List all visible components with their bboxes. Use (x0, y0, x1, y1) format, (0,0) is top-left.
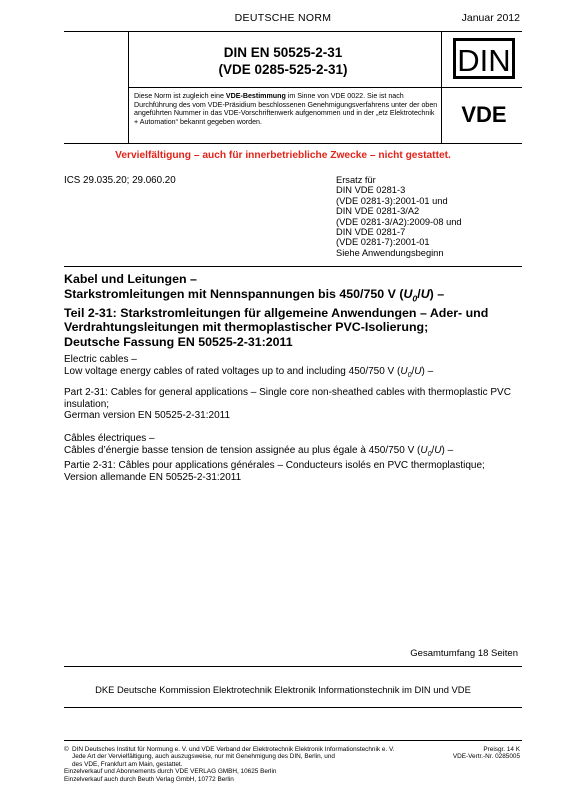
replaces-line: (VDE 0281-3/A2):2009-08 und (336, 216, 462, 227)
title-fr-line3: Partie 2-31: Câbles pour applications générales – Conducteurs isolés en PVC thermoplastique; (64, 460, 485, 472)
din-logo (452, 36, 516, 82)
replaces-block (336, 175, 462, 258)
voltage-u0-letter: U (403, 286, 413, 301)
vde-logo (452, 103, 516, 125)
copyright-symbol: © (64, 746, 69, 753)
title-english (64, 354, 524, 422)
footer-copyright (64, 746, 414, 783)
vde-notice-bold: VDE-Bestimmung (225, 92, 286, 100)
voltage-u0-sub: 0 (412, 293, 418, 304)
voltage-slash: / (431, 444, 435, 456)
pages-rule (64, 666, 522, 667)
title-en-line2-post: ) – (421, 365, 434, 377)
voltage-u0 (420, 445, 431, 456)
voltage-u0 (403, 286, 418, 304)
replaces-line: DIN VDE 0281-7 (336, 227, 406, 238)
vde-notice-pre: Diese Norm ist zugleich eine (134, 92, 226, 100)
din-logo-text: DIN (457, 43, 511, 78)
title-fr-line4: Version allemande EN 50525-2-31:2011 (64, 471, 242, 483)
title-fr-line2-pre: Câbles d’énergie basse tension de tension assignée au plus égale à 450/750 V ( (64, 444, 421, 456)
title-de-line2 (64, 287, 524, 306)
voltage-u: U (420, 286, 430, 301)
title-de-line1: Kabel und Leitungen – (64, 272, 197, 286)
dke-line: DKE Deutsche Kommission Elektrotechnik Elektronik Informationstechnik im DIN und VDE (95, 684, 471, 695)
voltage-u: U (414, 365, 422, 377)
title-en-line4: German version EN 50525-2-31:2011 (64, 410, 231, 422)
replaces-line: (VDE 0281-3):2001-01 und (336, 195, 448, 206)
price-group: Preisgr. 14 K (483, 746, 520, 753)
vde-number: (VDE 0285-525-2-31) (218, 62, 348, 77)
copyright-line (64, 753, 414, 760)
voltage-u: U (434, 444, 442, 456)
norm-type: DEUTSCHE NORM (234, 12, 332, 24)
title-en-line2-pre: Low voltage energy cables of rated voltages up to and including 450/750 V ( (64, 365, 401, 377)
vde-notice-post: im Sinne von VDE 0022. Sie ist nach Durchführung des vom VDE-Präsidium beschlossenen Genehmigungsverfahrens unter der oben angeführten Nummer in das VDE-Vorschriftenwerk aufgenommen und in der „etz Elektrotechnik + Automation“ bekannt gegeben worden. (134, 92, 438, 126)
title-fr-line2 (64, 445, 524, 461)
voltage-u0-sub: 0 (427, 450, 432, 458)
title-de-line4: Deutsche Fassung EN 50525-2-31:2011 (64, 334, 293, 349)
voltage-u0 (400, 366, 411, 377)
voltage-slash: / (411, 365, 415, 377)
copyright-line (64, 761, 414, 768)
vde-sales-number: VDE-Vertr.-Nr. 0285005 (452, 753, 520, 761)
standard-number: DIN EN 50525-2-31 (223, 45, 343, 60)
issue-date: Januar 2012 (461, 12, 520, 24)
ics-code: ICS 29.035.20; 29.060.20 (64, 175, 176, 186)
title-german (64, 272, 524, 349)
din-logo-graphic (452, 36, 516, 82)
header-box-bottom-rule (64, 143, 522, 144)
replaces-line: DIN VDE 0281-3 (336, 185, 406, 196)
vde-logo-text: VDE (461, 103, 507, 125)
title-fr-line1: Câbles électriques – (64, 433, 155, 444)
title-fr-line2-post: ) – (441, 444, 454, 456)
copyright-line (64, 746, 414, 753)
title-en-line1: Electric cables – (64, 354, 137, 365)
vde-notice (134, 92, 438, 126)
footer-top-rule (64, 707, 522, 708)
page-count: Gesamtumfang 18 Seiten (410, 648, 518, 659)
voltage-u0-letter: U (400, 365, 408, 377)
standard-number-block (128, 44, 438, 78)
voltage-u0-sub: 0 (407, 371, 412, 379)
voltage-u0-letter: U (420, 444, 428, 456)
title-en-line3: Part 2-31: Cables for general applications – Single core non-sheathed cables with thermoplastic PVC insulation; (64, 387, 511, 410)
title-en-line2 (64, 366, 524, 382)
footer-price (453, 746, 520, 761)
title-de-line3: Teil 2-31: Starkstromleitungen für allgemeine Anwendungen – Ader- und Verdrahtungsleitungen mit thermoplastischer PVC-Isolierung; (64, 305, 489, 335)
replaces-line: DIN VDE 0281-3/A2 (336, 206, 420, 217)
title-top-rule (64, 266, 522, 267)
title-de-line2-pre: Starkstromleitungen mit Nennspannungen bis 450/750 V ( (64, 286, 404, 301)
replaces-line: Ersatz für (336, 175, 376, 185)
copyright-text: DIN Deutsches Institut für Normung e. V. und VDE Verband der Elektrotechnik Elektronik Informationstechnik e. V. (72, 746, 395, 753)
sales-line: Einzelverkauf und Abonnements durch VDE VERLAG GMBH, 10625 Berlin (64, 768, 277, 776)
replaces-line: (VDE 0281-7):2001-01 (336, 237, 430, 248)
replaces-line: Siehe Anwendungsbeginn (336, 247, 444, 258)
vde-logo-graphic (452, 103, 516, 125)
copyright-text: des VDE, Frankfurt am Main, gestattet. (72, 760, 183, 768)
reproduction-notice: Vervielfältigung – auch für innerbetriebliche Zwecke – nicht gestattet. (115, 150, 451, 161)
voltage-slash: / (417, 286, 421, 301)
title-french (64, 433, 524, 483)
header-rule (64, 31, 522, 32)
copyright-text: Jede Art der Vervielfältigung, auch auszugsweise, nur mit Genehmigung des DIN, Berlin, und (72, 753, 335, 761)
footer-rule (64, 740, 522, 741)
header-box-mid-rule (128, 87, 522, 88)
title-de-line2-post: ) – (429, 286, 445, 301)
sales-line: Einzelverkauf auch durch Beuth Verlag GmbH, 10772 Berlin (64, 775, 234, 783)
